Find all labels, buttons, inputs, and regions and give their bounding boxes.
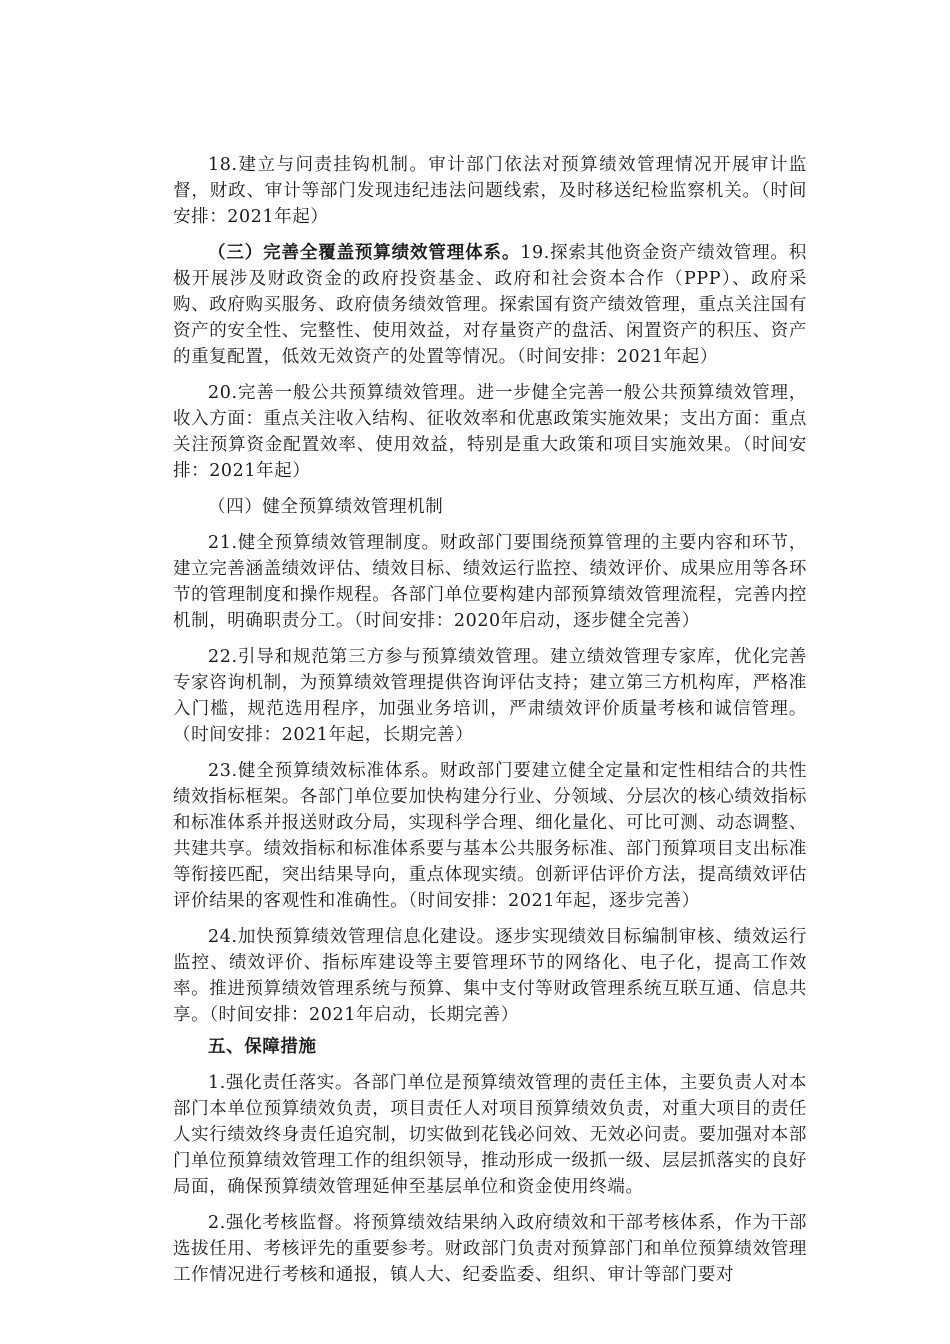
paragraph-20: 20.完善一般公共预算绩效管理。进一步健全完善一般公共预算绩效管理，收入方面：重点关注收入结构、征收效率和优惠政策实施效果；支出方面：重点关注预算资金配置效率、使用效益，特别是重大政策和项目实施效果。（时间安排：2021年起） — [173, 383, 807, 481]
section-5-heading: 五、保障措施 — [208, 1037, 317, 1057]
section-4-heading: （四）健全预算绩效管理机制 — [208, 497, 444, 517]
document-page — [173, 152, 807, 1298]
paragraph-21: 21.健全预算绩效管理制度。财政部门要围绕预算管理的主要内容和环节，建立完善涵盖绩效评估、绩效目标、绩效运行监控、绩效评价、成果应用等各环节的管理制度和操作规程。各部门单位要构建内部预算绩效管理流程，完善内控机制，明确职责分工。（时间安排：2020年启动，逐步健全完善） — [173, 533, 807, 631]
paragraph-18: 18.建立与问责挂钩机制。审计部门依法对预算绩效管理情况开展审计监督，财政、审计等部门发现违纪违法问题线索，及时移送纪检监察机关。（时间安排：2021年起） — [173, 155, 807, 227]
paragraph-23: 23.健全预算绩效标准体系。财政部门要建立健全定量和定性相结合的共性绩效指标框架。各部门单位要加快构建分行业、分领域、分层次的核心绩效指标和标准体系并报送财政分局，实现科学合理、细化量化、可比可测、动态调整、共建共享。绩效指标和标准体系要与基本公共服务标准、部门预算项目支出标准等衔接匹配，突出结果导向，重点体现实绩。创新评估评价方法，提高绩效评估评价结果的客观性和准确性。（时间安排：2021年起，逐步完善） — [173, 761, 807, 911]
paragraph-19 — [173, 240, 807, 370]
measure-1: 1.强化责任落实。各部门单位是预算绩效管理的责任主体，主要负责人对本部门本单位预算绩效负责，项目责任人对项目预算绩效负责，对重大项目的责任人实行绩效终身责任追究制，切实做到花钱必问效、无效必问责。要加强对本部门单位预算绩效管理工作的组织领导，推动形成一级抓一级、层层抓落实的良好局面，确保预算绩效管理延伸至基层单位和资金使用终端。 — [173, 1073, 807, 1197]
paragraph-24: 24.加快预算绩效管理信息化建设。逐步实现绩效目标编制审核、绩效运行监控、绩效评价、指标库建设等主要管理环节的网络化、电子化，提高工作效率。推进预算绩效管理系统与预算、集中支付等财政管理系统互联互通、信息共享。（时间安排：2021年启动，长期完善） — [173, 927, 807, 1025]
measure-2: 2.强化考核监督。将预算绩效结果纳入政府绩效和干部考核体系，作为干部选拔任用、考核评先的重要参考。财政部门负责对预算部门和单位预算绩效管理工作情况进行考核和通报，镇人大、纪委监委、组织、审计等部门要对 — [173, 1213, 807, 1285]
section-3-heading: （三）完善全覆盖预算绩效管理体系。 — [208, 243, 521, 263]
paragraph-19-text: 19.探索其他资金资产绩效管理。积极开展涉及财政资金的政府投资基金、政府和社会资本合作（PPP）、政府采购、政府购买服务、政府债务绩效管理。探索国有资产绩效管理，重点关注国有资产的安全性、完整性、使用效益，对存量资产的盘活、闲置资产的积压、资产的重复配置，低效无效资产的处置等情况。（时间安排：2021年起） — [173, 243, 807, 367]
paragraph-22: 22.引导和规范第三方参与预算绩效管理。建立绩效管理专家库，优化完善专家咨询机制，为预算绩效管理提供咨询评估支持；建立第三方机构库，严格准入门槛，规范选用程序，加强业务培训，严肃绩效评价质量考核和诚信管理。（时间安排：2021年起，长期完善） — [173, 647, 807, 745]
